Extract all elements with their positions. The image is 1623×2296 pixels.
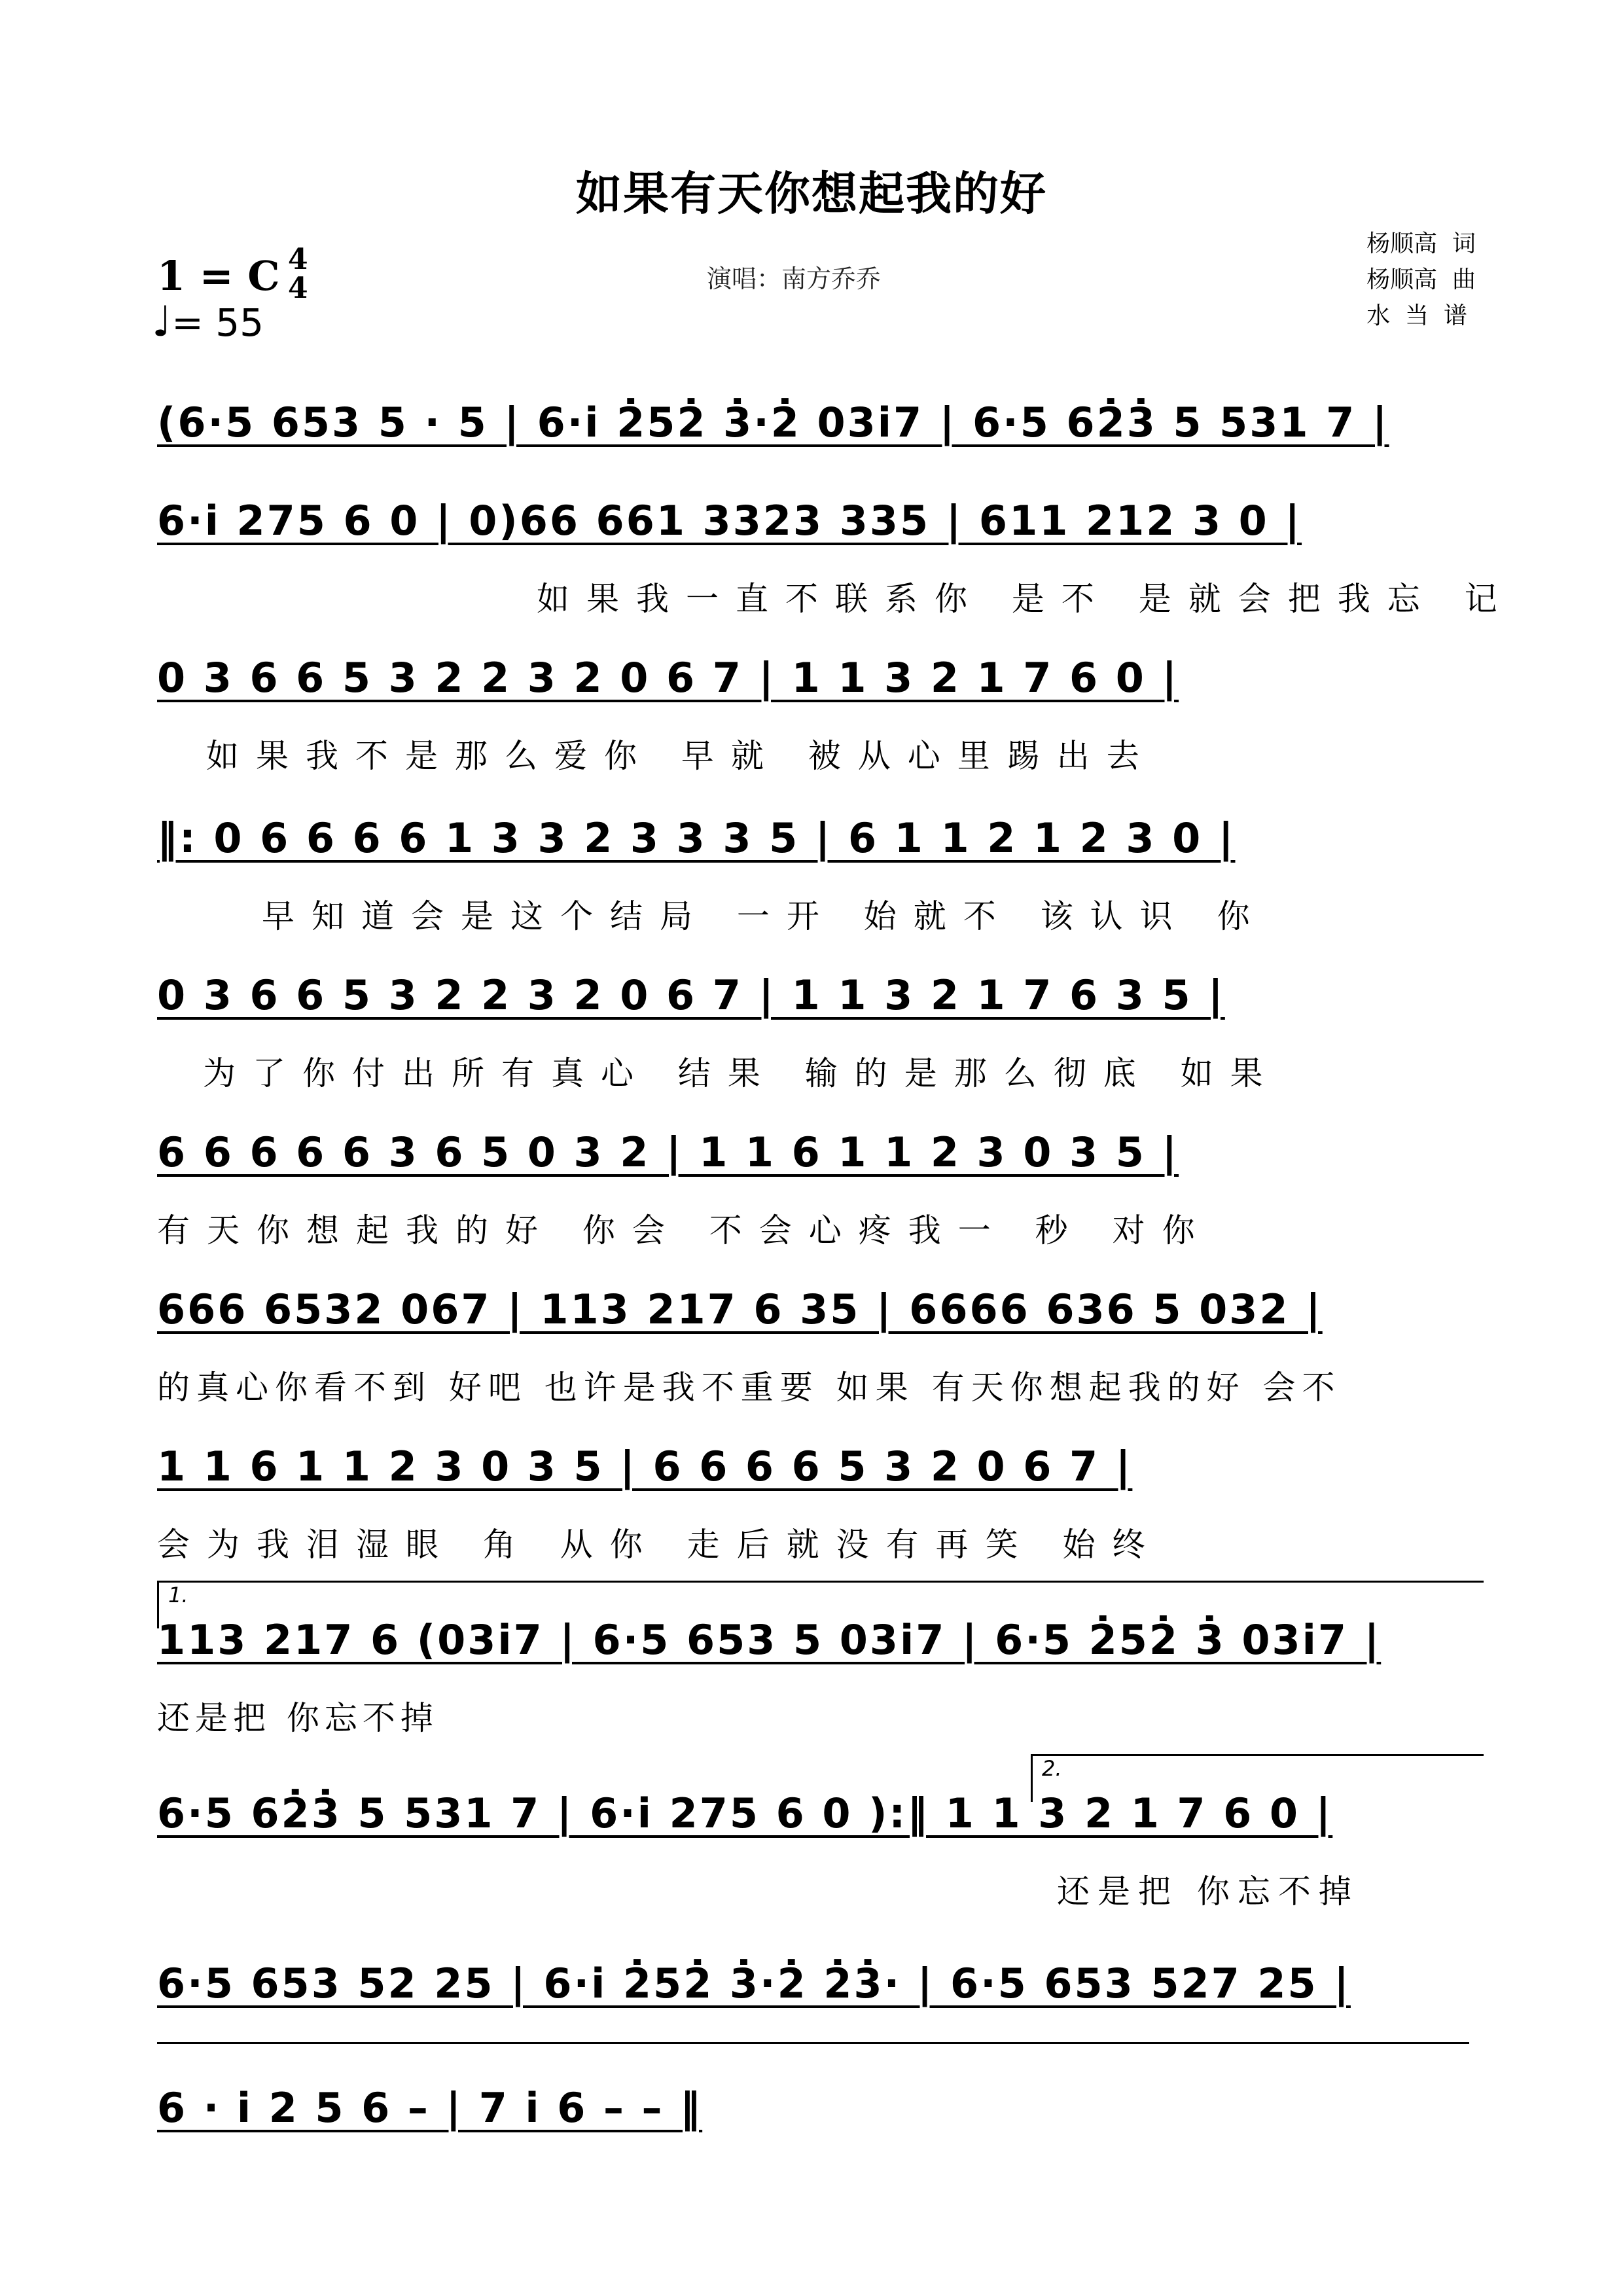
song-title: 如果有天你想起我的好 bbox=[576, 167, 1047, 221]
transcriber-credit: 水 当 谱 bbox=[1366, 302, 1467, 329]
key-signature: 1 = C bbox=[157, 252, 280, 300]
notation-row: (6·5 653 5 · 5 | 6·i 2̇52̇ 3̇·2̇ 03i7 | 6·5 62̇3̇ 5 531 7 | bbox=[157, 398, 1389, 446]
time-signature bbox=[288, 245, 308, 303]
lyricist-credit: 杨顺高 词 bbox=[1366, 230, 1476, 257]
time-signature-top: 4 bbox=[288, 243, 308, 276]
volta-2-bracket: 2. bbox=[1031, 1754, 1484, 1802]
notation-row: 6 · i 2 5 6 – | 7 i 6 – – ‖ bbox=[157, 2083, 703, 2132]
quarter-note-icon: ♩ bbox=[152, 298, 172, 346]
notation-row: 6 6 6 6 6 3 6 5 0 3 2 | 1 1 6 1 1 2 3 0 3 5 | bbox=[157, 1128, 1179, 1176]
notation-row: 1 1 6 1 1 2 3 0 3 5 | 6 6 6 6 5 3 2 0 6 7 | bbox=[157, 1442, 1133, 1490]
composer-credit: 杨顺高 曲 bbox=[1366, 266, 1476, 293]
lyrics-row: 会为我泪湿眼 角 从你 走后就没有再笑 始终 bbox=[157, 1526, 1162, 1564]
lyrics-row: 如果我一直不联系你 是不 是就会把我忘 记 bbox=[537, 580, 1514, 618]
coda-bracket-line bbox=[157, 2042, 1469, 2044]
volta-1-bracket: 1. bbox=[157, 1581, 1484, 1628]
notation-row: 6·5 653 52 25 | 6·i 2̇52̇ 3̇·2̇ 2̇3̇· | 6·5 653 527 25 | bbox=[157, 1959, 1351, 2007]
tempo-marking bbox=[152, 298, 264, 346]
notation-row: ‖: 0 6 6 6 6 1 3 3 2 3 3 3 5 | 6 1 1 2 1 2 3 0 | bbox=[157, 814, 1236, 862]
tempo-value: = 55 bbox=[171, 300, 264, 345]
lyrics-row: 早知道会是这个结局 一开 始就不 该认识 你 bbox=[262, 897, 1267, 935]
lyrics-row: 的真心你看不到 好吧 也许是我不重要 如果 有天你想起我的好 会不 bbox=[157, 1369, 1342, 1407]
notation-row: 6·i 275 6 0 | 0)66 661 3323 335 | 611 212 3 0 | bbox=[157, 496, 1302, 545]
lyrics-row: 有天你想起我的好 你会 不会心疼我一 秒 对你 bbox=[157, 1211, 1212, 1249]
lyrics-row: 还是把 你忘不掉 bbox=[157, 1699, 438, 1737]
time-signature-bottom: 4 bbox=[288, 272, 308, 305]
notation-row: 666 6532 067 | 113 217 6 35 | 6666 636 5 032 | bbox=[157, 1285, 1323, 1333]
lyrics-row: 还是把 你忘不掉 bbox=[1057, 1873, 1359, 1910]
notation-row: 0 3 6 6 5 3 2 2 3 2 0 6 7 | 1 1 3 2 1 7 6 3 5 | bbox=[157, 971, 1225, 1019]
credits bbox=[1366, 226, 1476, 334]
lyrics-row: 为了你付出所有真心 结果 输的是那么彻底 如果 bbox=[203, 1054, 1280, 1092]
lyrics-row: 如果我不是那么爱你 早就 被从心里踢出去 bbox=[206, 737, 1156, 775]
notation-row: 6·5 62̇3̇ 5 531 7 | 6·i 275 6 0 ):‖ 1 1 3 2 1 7 6 0 | bbox=[157, 1789, 1333, 1837]
notation-row: 0 3 6 6 5 3 2 2 3 2 0 6 7 | 1 1 3 2 1 7 6 0 | bbox=[157, 653, 1179, 702]
singer-credit: 演唱：南方乔乔 bbox=[707, 264, 882, 293]
notation-row: 113 217 6 (03i7 | 6·5 653 5 03i7 | 6·5 2̇52̇ 3̇ 03i7 | bbox=[157, 1615, 1382, 1664]
